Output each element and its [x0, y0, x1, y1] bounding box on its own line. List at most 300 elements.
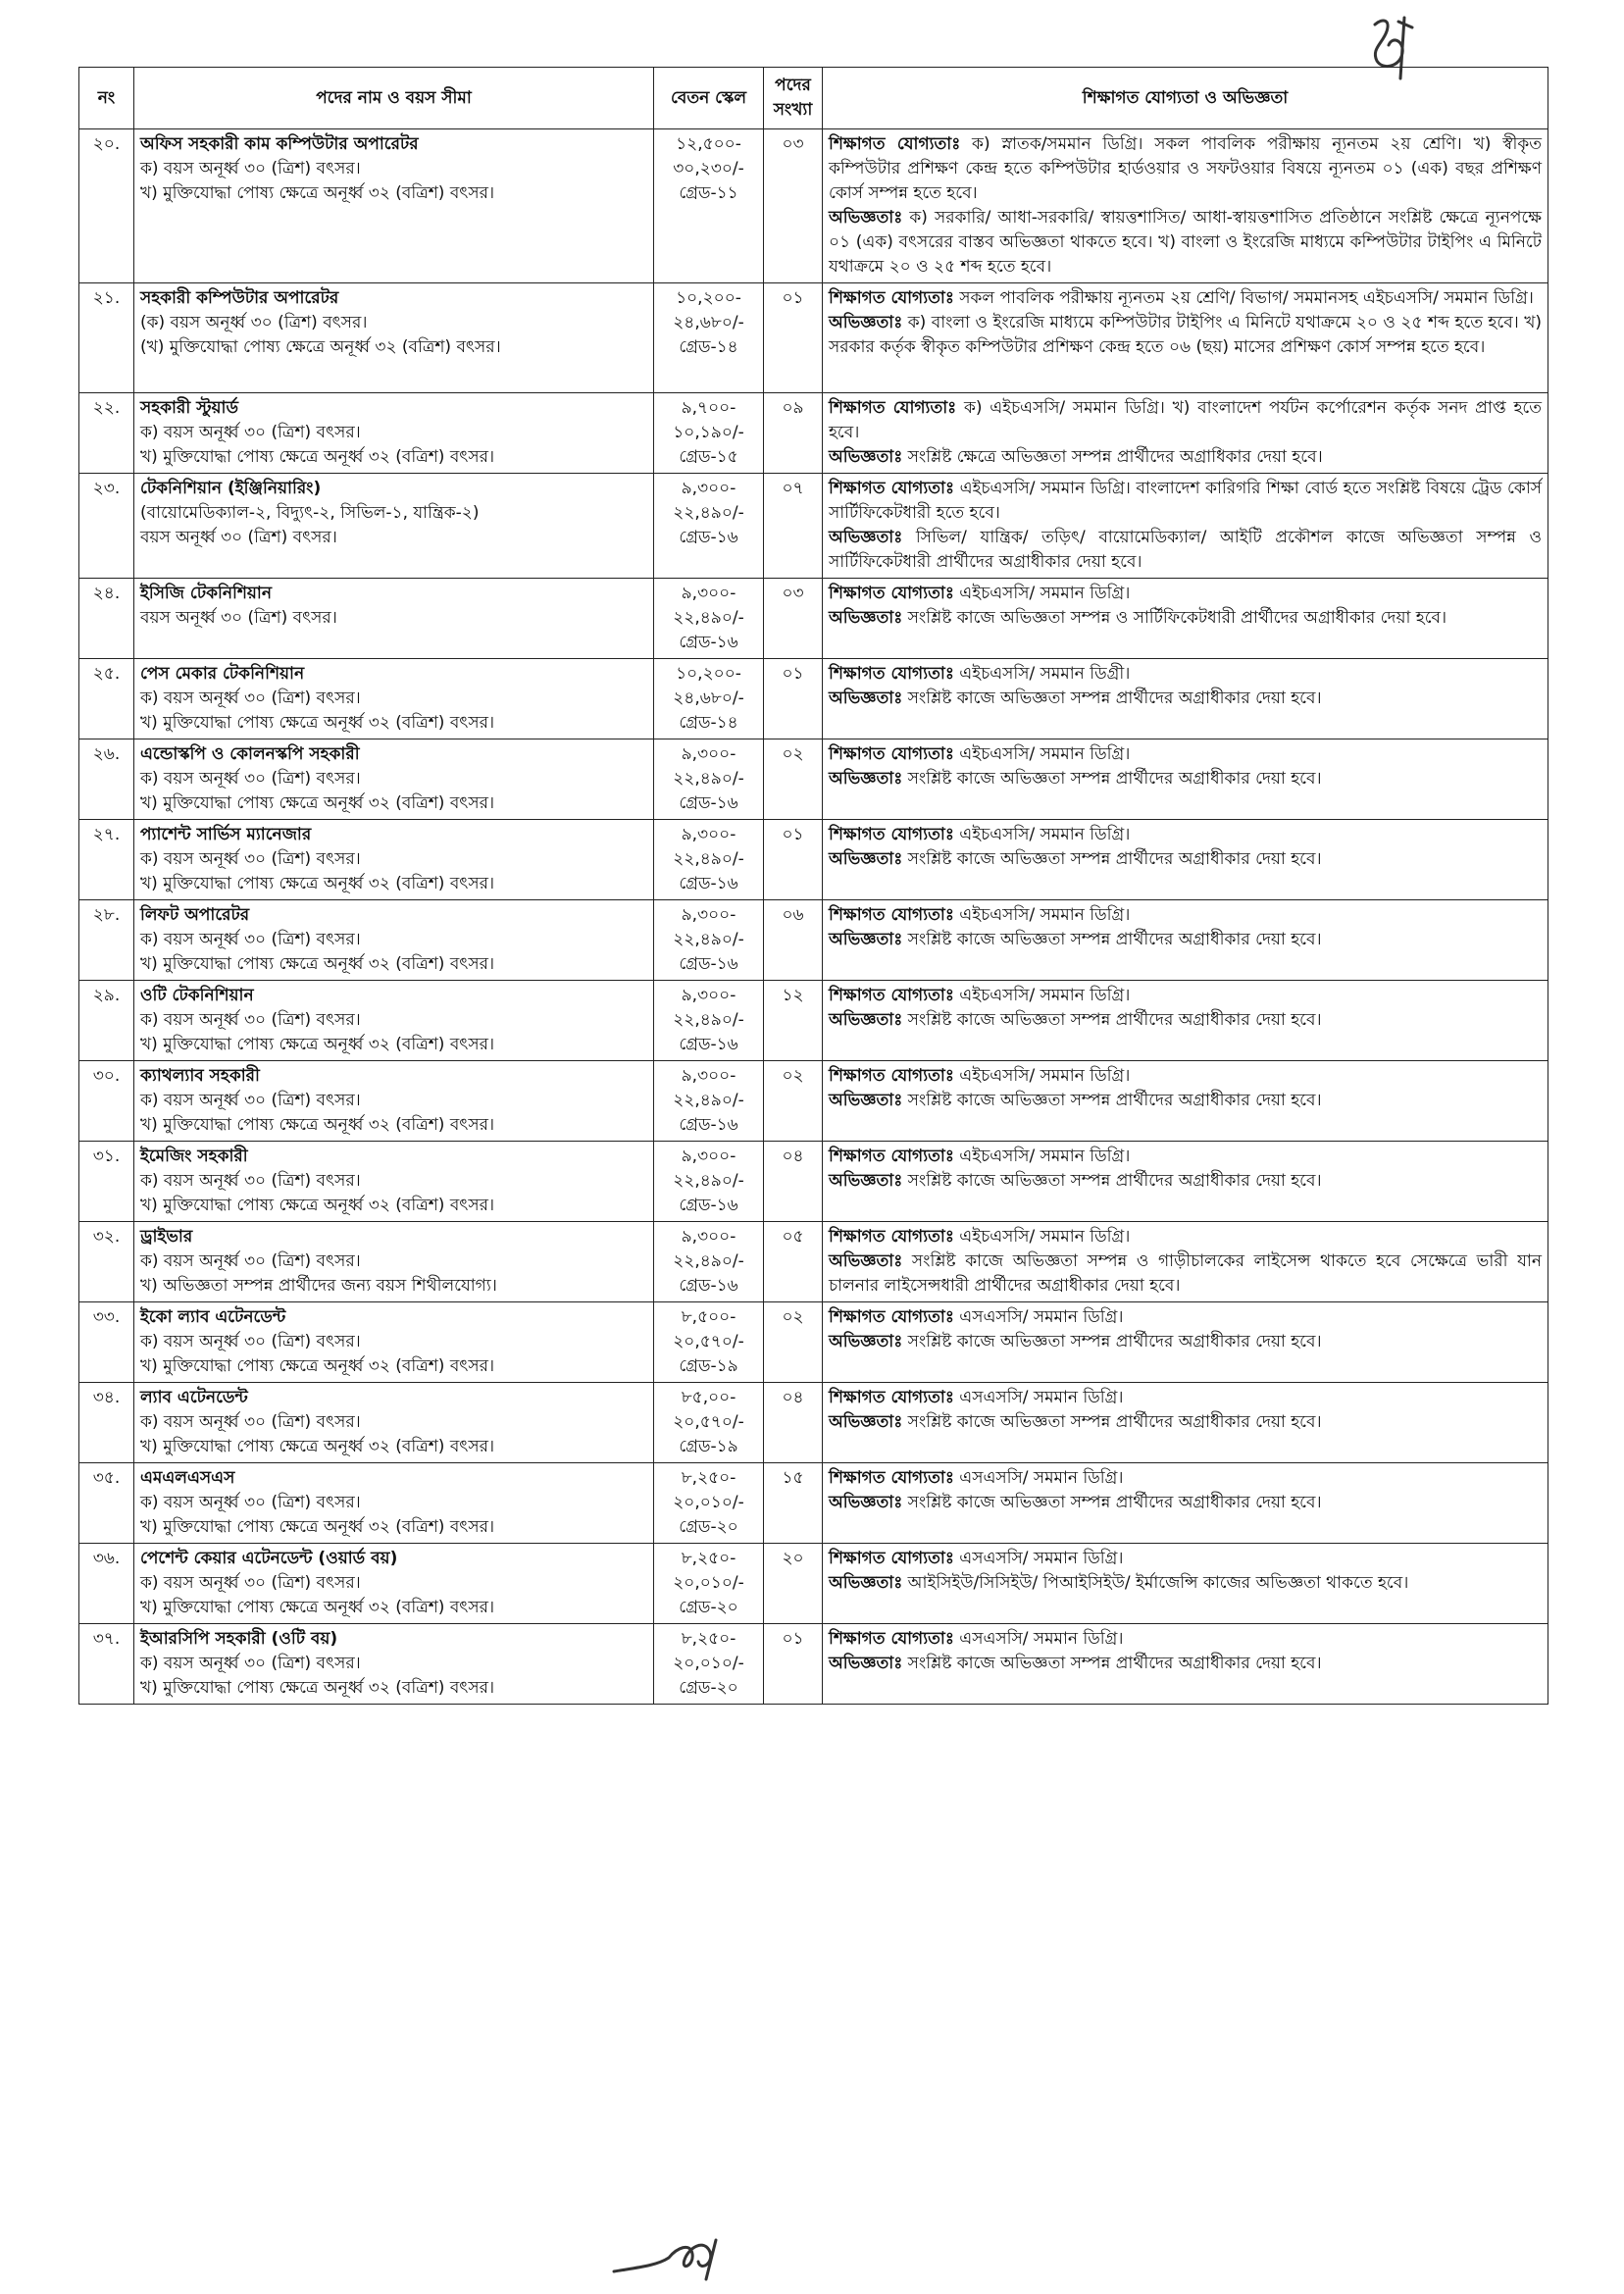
post-age-line: ক) বয়স অনূর্ধ্ব ৩০ (ত্রিশ) বৎসর।: [140, 1091, 361, 1110]
row-number: ৩৩.: [79, 1302, 134, 1383]
education-label: শিক্ষাগত যোগ্যতাঃ: [829, 825, 954, 844]
experience-requirement: [829, 311, 1542, 360]
pay-scale-line: ৯,৭০০-: [681, 398, 736, 418]
post-age-line: খ) মুক্তিযোদ্ধা পোষ্য ক্ষেত্রে অনূর্ধ্ব ৩২ (বত্রিশ) বৎসর।: [140, 183, 495, 203]
education-text: এইচএসসি/ সমমান ডিগ্রি। বাংলাদেশ কারিগরি শিক্ষা বোর্ড হতে সংশ্লিষ্ট বিষয়ে ট্রেড কোর্স সার্টিফিকেটধারী হতে হবে।: [829, 479, 1542, 523]
pay-scale-cell: [654, 283, 764, 393]
education-requirement: [829, 1225, 1542, 1249]
post-title: ক্যাথল্যাব সহকারী: [140, 1066, 260, 1086]
post-age-line: খ) অভিজ্ঞতা সম্পন্ন প্রার্থীদের জন্য বয়স শিথীলযোগ্য।: [140, 1276, 497, 1296]
pay-scale-line: গ্রেড-২০: [679, 1598, 738, 1617]
education-requirement: [829, 1466, 1542, 1491]
header-qualification: শিক্ষাগত যোগ্যতা ও অভিজ্ঞতা: [823, 68, 1548, 129]
table-row: [79, 659, 1548, 739]
education-text: এইচএসসি/ সমমান ডিগ্রি।: [953, 1066, 1131, 1086]
pay-scale-line: ৯,৩০০-: [681, 1147, 736, 1166]
education-text: এইচএসসি/ সমমান ডিগ্রি।: [953, 1227, 1131, 1247]
education-text: এইচএসসি/ সমমান ডিগ্রি।: [953, 1147, 1131, 1166]
post-count: ০৬: [764, 900, 823, 981]
experience-requirement: [829, 1330, 1542, 1354]
pay-scale-line: ২২,৪৯০/-: [673, 1010, 744, 1030]
header-scale: বেতন স্কেল: [654, 68, 764, 129]
experience-text: ক) সরকারি/ আধা-সরকারি/ স্বায়ত্তশাসিত/ আধা-স্বায়ত্তশাসিত প্রতিষ্ঠানে সংশ্লিষ্ট ক্ষেত্রে ন্যূনপক্ষে ০১ (এক) বৎসরের বাস্তব অভিজ্ঞতা থাকতে হবে। খ) বাংলা ও ইংরেজি মাধ্যমে কম্পিউটার টাইপিং এ মিনিটে যথাক্রমে ২০ ও ২৫ শব্দ হতে হবে।: [829, 208, 1542, 277]
pay-scale-cell: [654, 820, 764, 900]
pay-scale-cell: [654, 1061, 764, 1142]
experience-label: অভিজ্ঞতাঃ: [829, 930, 903, 949]
post-count: ০১: [764, 283, 823, 393]
education-text: ক) স্নাতক/সমমান ডিগ্রি। সকল পাবলিক পরীক্ষায় ন্যূনতম ২য় শ্রেণি। খ) স্বীকৃত কম্পিউটার প্রশিক্ষণ কেন্দ্র হতে কম্পিউটার হার্ডওয়ার ও সফটওয়ার বিষয়ে ন্যূনতম ০১ (এক) বছর প্রশিক্ষণ কোর্স সম্পন্ন হতে হবে।: [829, 134, 1542, 203]
pay-scale-cell: [654, 900, 764, 981]
experience-label: অভিজ্ঞতাঃ: [829, 313, 903, 332]
experience-requirement: [829, 606, 1542, 631]
header-count: পদের সংখ্যা: [764, 68, 823, 129]
qualification-cell: [823, 1142, 1548, 1222]
post-count: ০৩: [764, 129, 823, 283]
post-title: পেস মেকার টেকনিশিয়ান: [140, 664, 305, 684]
pay-scale-line: ৮,২৫০-: [681, 1468, 736, 1488]
post-age-line: খ) মুক্তিযোদ্ধা পোষ্য ক্ষেত্রে অনূর্ধ্ব ৩২ (বত্রিশ) বৎসর।: [140, 874, 495, 893]
handwritten-signature: [608, 2228, 745, 2287]
pay-scale-cell: [654, 1463, 764, 1544]
experience-text: সংশ্লিষ্ট কাজে অভিজ্ঞতা সম্পন্ন প্রার্থীদের অগ্রাধীকার দেয়া হবে।: [902, 688, 1322, 708]
pay-scale-line: গ্রেড-১৬: [679, 1276, 738, 1296]
experience-text: আইসিইউ/সিসিইউ/ পিআইসিইউ/ ইর্মাজেন্সি কাজের অভিজ্ঞতা থাকতে হবে।: [902, 1573, 1409, 1593]
qualification-cell: [823, 1463, 1548, 1544]
post-title: ইকো ল্যাব এটেনডেন্ট: [140, 1307, 286, 1327]
table-row: [79, 393, 1548, 474]
pay-scale-line: ৯,৩০০-: [681, 584, 736, 603]
qualification-cell: [823, 1624, 1548, 1705]
pay-scale-line: ১০,২০০-: [676, 288, 741, 308]
education-label: শিক্ষাগত যোগ্যতাঃ: [829, 288, 954, 308]
experience-text: সংশ্লিষ্ট কাজে অভিজ্ঞতা সম্পন্ন প্রার্থীদের অগ্রাধীকার দেয়া হবে।: [902, 1171, 1322, 1191]
row-number: ২৮.: [79, 900, 134, 981]
pay-scale-line: ২২,৪৯০/-: [673, 930, 744, 949]
education-requirement: [829, 286, 1542, 311]
experience-label: অভিজ্ঞতাঃ: [829, 688, 903, 708]
pay-scale-line: ৯,৩০০-: [681, 1227, 736, 1247]
pay-scale-line: ৮৫,০০-: [681, 1388, 736, 1407]
post-count: ০৭: [764, 474, 823, 579]
pay-scale-line: ৯,৩০০-: [681, 986, 736, 1005]
experience-label: অভিজ্ঞতাঃ: [829, 208, 903, 228]
row-number: ২২.: [79, 393, 134, 474]
table-row: [79, 1142, 1548, 1222]
education-text: এইচএসসি/ সমমান ডিগ্রি।: [953, 825, 1131, 844]
post-age-line: খ) মুক্তিযোদ্ধা পোষ্য ক্ষেত্রে অনূর্ধ্ব ৩২ (বত্রিশ) বৎসর।: [140, 1517, 495, 1537]
table-row: [79, 1463, 1548, 1544]
pay-scale-cell: [654, 1544, 764, 1624]
pay-scale-cell: [654, 579, 764, 659]
table-row: [79, 820, 1548, 900]
pay-scale-line: ৯,৩০০-: [681, 744, 736, 764]
education-label: শিক্ষাগত যোগ্যতাঃ: [829, 905, 954, 925]
pay-scale-line: ৮,২৫০-: [681, 1549, 736, 1568]
experience-requirement: [829, 445, 1542, 470]
post-cell: [134, 900, 654, 981]
pay-scale-line: ২৪,৬৮০/-: [673, 313, 744, 332]
post-age-line: খ) মুক্তিযোদ্ধা পোষ্য ক্ষেত্রে অনূর্ধ্ব ৩২ (বত্রিশ) বৎসর।: [140, 793, 495, 813]
pay-scale-line: ২২,৪৯০/-: [673, 849, 744, 869]
qualification-cell: [823, 900, 1548, 981]
experience-requirement: [829, 526, 1542, 575]
qualification-cell: [823, 1383, 1548, 1463]
post-cell: [134, 820, 654, 900]
pay-scale-cell: [654, 1142, 764, 1222]
pay-scale-line: গ্রেড-১৫: [679, 447, 738, 467]
post-age-line: ক) বয়স অনূর্ধ্ব ৩০ (ত্রিশ) বৎসর।: [140, 159, 361, 178]
post-cell: [134, 1222, 654, 1302]
post-age-line: ক) বয়স অনূর্ধ্ব ৩০ (ত্রিশ) বৎসর।: [140, 1332, 361, 1351]
post-cell: [134, 1383, 654, 1463]
education-text: এসএসসি/ সমমান ডিগ্রি।: [953, 1388, 1124, 1407]
pay-scale-cell: [654, 1624, 764, 1705]
post-title: ইআরসিপি সহকারী (ওটি বয়): [140, 1629, 338, 1649]
pay-scale-line: গ্রেড-১৪: [679, 713, 738, 733]
experience-text: সংশ্লিষ্ট কাজে অভিজ্ঞতা সম্পন্ন প্রার্থীদের অগ্রাধীকার দেয়া হবে।: [902, 1493, 1322, 1512]
post-count: ০১: [764, 659, 823, 739]
post-cell: [134, 129, 654, 283]
pay-scale-line: ২২,৪৯০/-: [673, 503, 744, 523]
pay-scale-cell: [654, 739, 764, 820]
experience-label: অভিজ্ঞতাঃ: [829, 1010, 903, 1030]
education-requirement: [829, 1386, 1542, 1410]
post-age-line: খ) মুক্তিযোদ্ধা পোষ্য ক্ষেত্রে অনূর্ধ্ব ৩২ (বত্রিশ) বৎসর।: [140, 713, 495, 733]
pay-scale-line: ২০,০১০/-: [673, 1493, 744, 1512]
pay-scale-line: ১০,২০০-: [676, 664, 741, 684]
education-text: এইচএসসি/ সমমান ডিগ্রি।: [953, 584, 1131, 603]
table-row: [79, 474, 1548, 579]
pay-scale-line: গ্রেড-১১: [679, 183, 738, 203]
qualification-cell: [823, 1544, 1548, 1624]
post-age-line: খ) মুক্তিযোদ্ধা পোষ্য ক্ষেত্রে অনূর্ধ্ব ৩২ (বত্রিশ) বৎসর।: [140, 1678, 495, 1698]
pay-scale-cell: [654, 659, 764, 739]
education-label: শিক্ষাগত যোগ্যতাঃ: [829, 1066, 954, 1086]
education-label: শিক্ষাগত যোগ্যতাঃ: [829, 398, 957, 418]
experience-requirement: [829, 206, 1542, 280]
pay-scale-line: ৯,৩০০-: [681, 479, 736, 498]
pay-scale-line: ৯,৩০০-: [681, 825, 736, 844]
education-text: এইচএসসি/ সমমান ডিগ্রী।: [953, 664, 1131, 684]
pay-scale-line: ১২,৫০০-: [676, 134, 741, 154]
pay-scale-cell: [654, 129, 764, 283]
pay-scale-line: গ্রেড-১৬: [679, 793, 738, 813]
qualification-cell: [823, 393, 1548, 474]
pay-scale-line: ৯,৩০০-: [681, 1066, 736, 1086]
education-label: শিক্ষাগত যোগ্যতাঃ: [829, 744, 954, 764]
pay-scale-line: গ্রেড-২০: [679, 1517, 738, 1537]
education-text: সকল পাবলিক পরীক্ষায় ন্যূনতম ২য় শ্রেণি/ বিভাগ/ সমমানসহ এইচএসসি/ সমমান ডিগ্রি।: [953, 288, 1534, 308]
qualification-cell: [823, 1222, 1548, 1302]
education-text: এসএসসি/ সমমান ডিগ্রি।: [953, 1629, 1124, 1649]
post-cell: [134, 283, 654, 393]
education-requirement: [829, 903, 1542, 928]
experience-label: অভিজ্ঞতাঃ: [829, 1091, 903, 1110]
table-row: [79, 900, 1548, 981]
experience-label: অভিজ্ঞতাঃ: [829, 1654, 903, 1673]
pay-scale-line: গ্রেড-১৯: [679, 1437, 738, 1456]
post-age-line: খ) মুক্তিযোদ্ধা পোষ্য ক্ষেত্রে অনূর্ধ্ব ৩২ (বত্রিশ) বৎসর।: [140, 1196, 495, 1215]
education-label: শিক্ষাগত যোগ্যতাঃ: [829, 1147, 954, 1166]
post-age-line: বয়স অনূর্ধ্ব ৩০ (ত্রিশ) বৎসর।: [140, 528, 337, 547]
education-requirement: [829, 662, 1542, 687]
table-row: [79, 1061, 1548, 1142]
post-age-line: ক) বয়স অনূর্ধ্ব ৩০ (ত্রিশ) বৎসর।: [140, 1493, 361, 1512]
post-title: ড্রাইভার: [140, 1227, 193, 1247]
post-cell: [134, 1624, 654, 1705]
post-count: ০৪: [764, 1142, 823, 1222]
post-age-line: ক) বয়স অনূর্ধ্ব ৩০ (ত্রিশ) বৎসর।: [140, 423, 361, 442]
experience-requirement: [829, 1410, 1542, 1435]
education-label: শিক্ষাগত যোগ্যতাঃ: [829, 479, 955, 498]
education-label: শিক্ষাগত যোগ্যতাঃ: [829, 1307, 954, 1327]
row-number: ২৫.: [79, 659, 134, 739]
qualification-cell: [823, 283, 1548, 393]
education-requirement: [829, 396, 1542, 445]
pay-scale-line: ৮,২৫০-: [681, 1629, 736, 1649]
post-age-line: ক) বয়স অনূর্ধ্ব ৩০ (ত্রিশ) বৎসর।: [140, 930, 361, 949]
experience-requirement: [829, 1571, 1542, 1596]
pay-scale-line: ২৪,৬৮০/-: [673, 688, 744, 708]
pay-scale-line: ৩০,২৩০/-: [673, 159, 744, 178]
pay-scale-line: গ্রেড-১৬: [679, 874, 738, 893]
post-count: ০১: [764, 1624, 823, 1705]
post-age-line: ক) বয়স অনূর্ধ্ব ৩০ (ত্রিশ) বৎসর।: [140, 1251, 361, 1271]
table-row: [79, 1222, 1548, 1302]
experience-label: অভিজ্ঞতাঃ: [829, 528, 903, 547]
post-age-line: খ) মুক্তিযোদ্ধা পোষ্য ক্ষেত্রে অনূর্ধ্ব ৩২ (বত্রিশ) বৎসর।: [140, 954, 495, 974]
post-title: ওটি টেকনিশিয়ান: [140, 986, 254, 1005]
post-age-line: ক) বয়স অনূর্ধ্ব ৩০ (ত্রিশ) বৎসর।: [140, 1010, 361, 1030]
pay-scale-line: ৯,৩০০-: [681, 905, 736, 925]
pay-scale-line: গ্রেড-১৬: [679, 633, 738, 652]
pay-scale-line: ২২,৪৯০/-: [673, 1091, 744, 1110]
post-cell: [134, 474, 654, 579]
post-age-line: ক) বয়স অনূর্ধ্ব ৩০ (ত্রিশ) বৎসর।: [140, 688, 361, 708]
pay-scale-line: গ্রেড-১৯: [679, 1356, 738, 1376]
post-age-line: খ) মুক্তিযোদ্ধা পোষ্য ক্ষেত্রে অনূর্ধ্ব ৩২ (বত্রিশ) বৎসর।: [140, 1437, 495, 1456]
post-cell: [134, 1061, 654, 1142]
post-title: ল্যাব এটেনডেন্ট: [140, 1388, 248, 1407]
post-age-line: (খ) মুক্তিযোদ্ধা পোষ্য ক্ষেত্রে অনূর্ধ্ব ৩২ (বত্রিশ) বৎসর।: [140, 337, 501, 357]
education-requirement: [829, 823, 1542, 847]
qualification-cell: [823, 1302, 1548, 1383]
post-title: ইমেজিং সহকারী: [140, 1147, 248, 1166]
experience-requirement: [829, 847, 1542, 872]
row-number: ৩৫.: [79, 1463, 134, 1544]
education-requirement: [829, 1305, 1542, 1330]
row-number: ৩২.: [79, 1222, 134, 1302]
post-age-line: ক) বয়স অনূর্ধ্ব ৩০ (ত্রিশ) বৎসর।: [140, 1573, 361, 1593]
experience-requirement: [829, 1089, 1542, 1113]
education-text: এইচএসসি/ সমমান ডিগ্রি।: [953, 986, 1131, 1005]
post-age-line: খ) মুক্তিযোদ্ধা পোষ্য ক্ষেত্রে অনূর্ধ্ব ৩২ (বত্রিশ) বৎসর।: [140, 1115, 495, 1135]
header-no: নং: [79, 68, 134, 129]
experience-label: অভিজ্ঞতাঃ: [829, 1171, 903, 1191]
post-count: ১৫: [764, 1463, 823, 1544]
post-age-line: খ) মুক্তিযোদ্ধা পোষ্য ক্ষেত্রে অনূর্ধ্ব ৩২ (বত্রিশ) বৎসর।: [140, 1598, 495, 1617]
table-row: [79, 129, 1548, 283]
row-number: ২৯.: [79, 981, 134, 1061]
post-cell: [134, 1302, 654, 1383]
pay-scale-cell: [654, 1383, 764, 1463]
experience-text: সংশ্লিষ্ট কাজে অভিজ্ঞতা সম্পন্ন প্রার্থীদের অগ্রাধীকার দেয়া হবে।: [902, 1091, 1322, 1110]
experience-requirement: [829, 1249, 1542, 1299]
post-count: ০১: [764, 820, 823, 900]
experience-label: অভিজ্ঞতাঃ: [829, 849, 903, 869]
post-age-line: (ক) বয়স অনূর্ধ্ব ৩০ (ত্রিশ) বৎসর।: [140, 313, 368, 332]
post-count: ০২: [764, 1302, 823, 1383]
education-requirement: [829, 1627, 1542, 1652]
experience-text: সংশ্লিষ্ট কাজে অভিজ্ঞতা সম্পন্ন প্রার্থীদের অগ্রাধীকার দেয়া হবে।: [902, 930, 1322, 949]
experience-text: ক) বাংলা ও ইংরেজি মাধ্যমে কম্পিউটার টাইপিং এ মিনিটে যথাক্রমে ২০ ও ২৫ শব্দ হতে হবে। খ) সরকার কর্তৃক স্বীকৃত কম্পিউটার প্রশিক্ষণ কেন্দ্র হতে ০৬ (ছয়) মাসের প্রশিক্ষণ কোর্স সম্পন্ন হতে হবে।: [829, 313, 1542, 357]
row-number: ২১.: [79, 283, 134, 393]
education-label: শিক্ষাগত যোগ্যতাঃ: [829, 134, 961, 154]
education-text: ক) এইচএসসি/ সমমান ডিগ্রি। খ) বাংলাদেশ পর্যটন কর্পোরেশন কর্তৃক সনদ প্রাপ্ত হতে হবে।: [829, 398, 1542, 442]
table-row: [79, 579, 1548, 659]
table-row: [79, 283, 1548, 393]
pay-scale-line: ১০,১৯০/-: [673, 423, 744, 442]
job-table: [78, 67, 1548, 1705]
row-number: ২৬.: [79, 739, 134, 820]
post-age-line: ক) বয়স অনূর্ধ্ব ৩০ (ত্রিশ) বৎসর।: [140, 1654, 361, 1673]
pay-scale-line: ২২,৪৯০/-: [673, 1171, 744, 1191]
post-title: সহকারী কম্পিউটার অপারেটর: [140, 288, 339, 308]
education-requirement: [829, 1064, 1542, 1089]
education-requirement: [829, 984, 1542, 1008]
pay-scale-line: ২২,৪৯০/-: [673, 769, 744, 789]
education-requirement: [829, 477, 1542, 526]
post-cell: [134, 579, 654, 659]
post-title: পেশেন্ট কেয়ার এটেনডেন্ট (ওয়ার্ড বয়): [140, 1549, 398, 1568]
post-title: অফিস সহকারী কাম কম্পিউটার অপারেটর: [140, 134, 419, 154]
pay-scale-cell: [654, 1302, 764, 1383]
post-cell: [134, 659, 654, 739]
table-row: [79, 981, 1548, 1061]
post-cell: [134, 1142, 654, 1222]
education-label: শিক্ষাগত যোগ্যতাঃ: [829, 1388, 954, 1407]
post-age-line: বয়স অনূর্ধ্ব ৩০ (ত্রিশ) বৎসর।: [140, 608, 337, 628]
row-number: ৩৬.: [79, 1544, 134, 1624]
pay-scale-line: ২০,০১০/-: [673, 1573, 744, 1593]
pay-scale-line: ২০,০১০/-: [673, 1654, 744, 1673]
post-count: ০২: [764, 739, 823, 820]
qualification-cell: [823, 579, 1548, 659]
post-title: প্যাশেন্ট সার্ভিস ম্যানেজার: [140, 825, 312, 844]
education-text: এইচএসসি/ সমমান ডিগ্রি।: [953, 905, 1131, 925]
post-cell: [134, 1463, 654, 1544]
education-label: শিক্ষাগত যোগ্যতাঃ: [829, 1629, 954, 1649]
experience-label: অভিজ্ঞতাঃ: [829, 608, 903, 628]
pay-scale-line: গ্রেড-১৬: [679, 528, 738, 547]
qualification-cell: [823, 1061, 1548, 1142]
pay-scale-cell: [654, 474, 764, 579]
pay-scale-line: গ্রেড-১৪: [679, 337, 738, 357]
experience-label: অভিজ্ঞতাঃ: [829, 769, 903, 789]
post-title: টেকনিশিয়ান (ইঞ্জিনিয়ারিং): [140, 479, 322, 498]
post-age-line: খ) মুক্তিযোদ্ধা পোষ্য ক্ষেত্রে অনূর্ধ্ব ৩২ (বত্রিশ) বৎসর।: [140, 1035, 495, 1054]
qualification-cell: [823, 739, 1548, 820]
qualification-cell: [823, 659, 1548, 739]
post-count: ০২: [764, 1061, 823, 1142]
experience-requirement: [829, 767, 1542, 791]
education-label: শিক্ষাগত যোগ্যতাঃ: [829, 584, 954, 603]
table-row: [79, 1624, 1548, 1705]
table-row: [79, 1302, 1548, 1383]
post-age-line: খ) মুক্তিযোদ্ধা পোষ্য ক্ষেত্রে অনূর্ধ্ব ৩২ (বত্রিশ) বৎসর।: [140, 1356, 495, 1376]
pay-scale-cell: [654, 393, 764, 474]
experience-text: সংশ্লিষ্ট কাজে অভিজ্ঞতা সম্পন্ন ও সার্টিফিকেটধারী প্রার্থীদের অগ্রাধীকার দেয়া হবে।: [902, 608, 1447, 628]
experience-label: অভিজ্ঞতাঃ: [829, 1573, 903, 1593]
experience-text: সংশ্লিষ্ট কাজে অভিজ্ঞতা সম্পন্ন প্রার্থীদের অগ্রাধীকার দেয়া হবে।: [902, 1332, 1322, 1351]
post-title: এন্ডোস্কপি ও কোলনস্কপি সহকারী: [140, 744, 360, 764]
pay-scale-line: গ্রেড-১৬: [679, 954, 738, 974]
header-post: পদের নাম ও বয়স সীমা: [134, 68, 654, 129]
experience-label: অভিজ্ঞতাঃ: [829, 1251, 903, 1271]
experience-requirement: [829, 1169, 1542, 1194]
qualification-cell: [823, 474, 1548, 579]
experience-text: সংশ্লিষ্ট কাজে অভিজ্ঞতা সম্পন্ন প্রার্থীদের অগ্রাধীকার দেয়া হবে।: [902, 849, 1322, 869]
education-text: এসএসসি/ সমমান ডিগ্রি।: [953, 1307, 1124, 1327]
education-label: শিক্ষাগত যোগ্যতাঃ: [829, 1468, 954, 1488]
education-label: শিক্ষাগত যোগ্যতাঃ: [829, 986, 954, 1005]
experience-requirement: [829, 1008, 1542, 1033]
post-title: ইসিজি টেকনিশিয়ান: [140, 584, 273, 603]
experience-requirement: [829, 928, 1542, 952]
post-count: ০৪: [764, 1383, 823, 1463]
table-row: [79, 1544, 1548, 1624]
experience-text: সংশ্লিষ্ট কাজে অভিজ্ঞতা সম্পন্ন প্রার্থীদের অগ্রাধীকার দেয়া হবে।: [902, 769, 1322, 789]
experience-requirement: [829, 687, 1542, 711]
row-number: ৩০.: [79, 1061, 134, 1142]
pay-scale-line: ২২,৪৯০/-: [673, 608, 744, 628]
row-number: ২৭.: [79, 820, 134, 900]
education-requirement: [829, 1145, 1542, 1169]
qualification-cell: [823, 129, 1548, 283]
post-count: ০৫: [764, 1222, 823, 1302]
table-row: [79, 739, 1548, 820]
post-count: ০৯: [764, 393, 823, 474]
row-number: ৩৪.: [79, 1383, 134, 1463]
row-number: ২৩.: [79, 474, 134, 579]
post-age-line: ক) বয়স অনূর্ধ্ব ৩০ (ত্রিশ) বৎসর।: [140, 769, 361, 789]
qualification-cell: [823, 981, 1548, 1061]
post-title: লিফট অপারেটর: [140, 905, 250, 925]
experience-text: সংশ্লিষ্ট কাজে অভিজ্ঞতা সম্পন্ন ও গাড়ীচালকের লাইসেন্স থাকতে হবে সেক্ষেত্রে ভারী যান চালনার লাইসেন্সধারী প্রার্থীদের অগ্রাধীকার দেয়া হবে।: [829, 1251, 1542, 1296]
pay-scale-line: গ্রেড-১৬: [679, 1196, 738, 1215]
post-cell: [134, 981, 654, 1061]
education-label: শিক্ষাগত যোগ্যতাঃ: [829, 1549, 954, 1568]
post-age-line: ক) বয়স অনূর্ধ্ব ৩০ (ত্রিশ) বৎসর।: [140, 849, 361, 869]
post-cell: [134, 739, 654, 820]
experience-text: সংশ্লিষ্ট ক্ষেত্রে অভিজ্ঞতা সম্পন্ন প্রার্থীদের অগ্রাধিকার দেয়া হবে।: [902, 447, 1323, 467]
post-title: সহকারী স্টুয়ার্ড: [140, 398, 239, 418]
pay-scale-line: ২২,৪৯০/-: [673, 1251, 744, 1271]
education-requirement: [829, 582, 1542, 606]
post-age-line: (বায়োমেডিক্যাল-২, বিদ্যুৎ-২, সিভিল-১, যান্ত্রিক-২): [140, 503, 480, 523]
row-number: ২৪.: [79, 579, 134, 659]
post-cell: [134, 1544, 654, 1624]
post-age-line: ক) বয়স অনূর্ধ্ব ৩০ (ত্রিশ) বৎসর।: [140, 1412, 361, 1432]
row-number: ৩৭.: [79, 1624, 134, 1705]
post-age-line: ক) বয়স অনূর্ধ্ব ৩০ (ত্রিশ) বৎসর।: [140, 1171, 361, 1191]
experience-text: সংশ্লিষ্ট কাজে অভিজ্ঞতা সম্পন্ন প্রার্থীদের অগ্রাধীকার দেয়া হবে।: [902, 1010, 1322, 1030]
table-row: [79, 1383, 1548, 1463]
pay-scale-line: গ্রেড-২০: [679, 1678, 738, 1698]
education-label: শিক্ষাগত যোগ্যতাঃ: [829, 664, 954, 684]
experience-text: সংশ্লিষ্ট কাজে অভিজ্ঞতা সম্পন্ন প্রার্থীদের অগ্রাধীকার দেয়া হবে।: [902, 1654, 1322, 1673]
experience-requirement: [829, 1652, 1542, 1676]
